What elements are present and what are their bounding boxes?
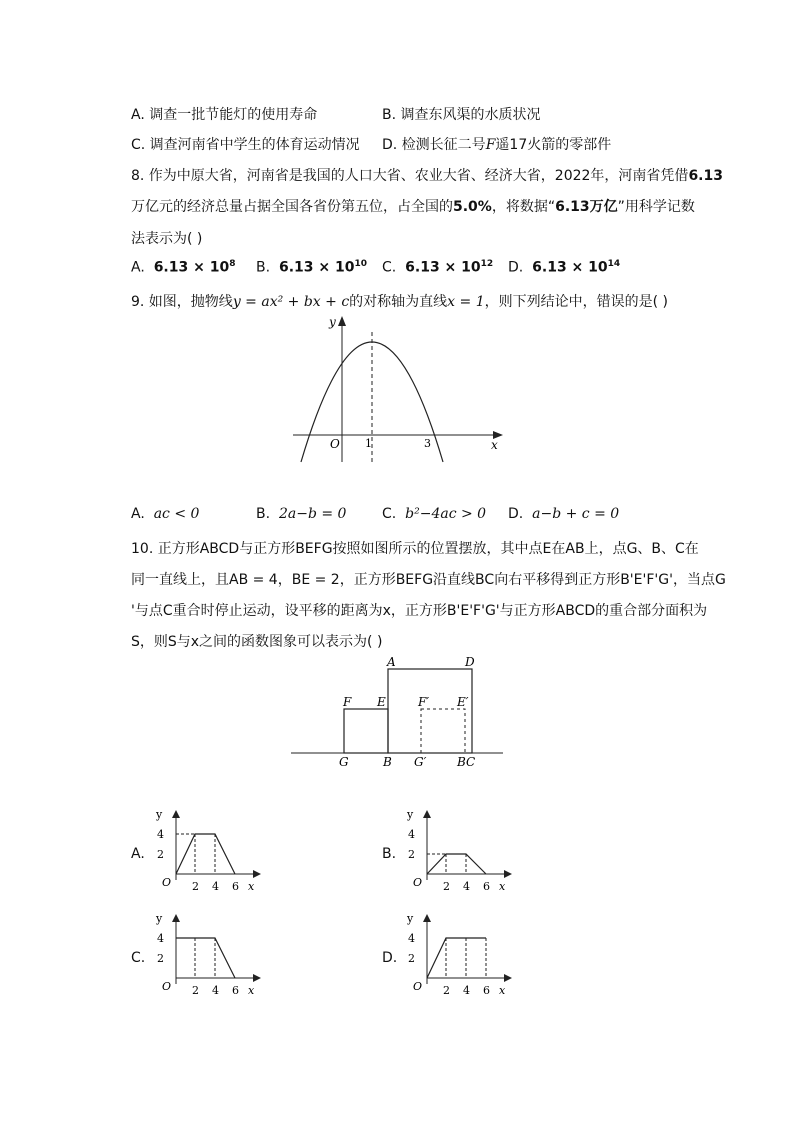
xb-tick-4: 4 [463,880,470,893]
graph-tick-1: 1 [365,437,372,450]
q9-option-a: A. ac < 0 [131,506,200,522]
xd-label: x [499,984,506,997]
yd-label: y [407,912,414,925]
xc-label: x [248,984,255,997]
q8-option-a: A. $6.13 \times 10^8$ [131,259,236,276]
q8-option-c: C. $6.13 \times 10^{12}$ [382,259,494,276]
xc-tick-4: 4 [212,984,219,997]
q10-line4: S，则S与x之间的函数图象可以表示为( ) [131,634,383,650]
ya-tick-2: 2 [157,848,164,861]
oc-label: O [162,980,172,993]
yd-tick-2: 2 [408,952,415,965]
q9-option-c: C. b²−4ac > 0 [382,506,487,522]
label-f: F [343,695,352,709]
q7-option-a: A. 调查一批节能灯的使用寿命 [131,107,318,123]
xa-tick-6: 6 [232,880,239,893]
xa-label: x [248,880,255,893]
graph-b-line [427,854,486,874]
xa-tick-2: 2 [192,880,199,893]
xb-label: x [499,880,506,893]
graph-c-line [176,938,235,978]
q7-option-d: D. 检测长征二号F遥17火箭的零部件 [382,137,612,153]
xd-tick-2: 2 [443,984,450,997]
q10-graph-c [150,908,265,1000]
q7-option-c: C. 调查河南省中学生的体育运动情况 [131,137,360,153]
ob-label: O [413,876,423,889]
xa-tick-4: 4 [212,880,219,893]
xd-tick-6: 6 [483,984,490,997]
q9-parabola-figure [285,312,515,472]
q10-option-b-label: B. [382,846,397,862]
yb-label: y [407,808,414,821]
xb-tick-2: 2 [443,880,450,893]
yb-tick-4: 4 [408,828,415,841]
square-translated [421,709,465,753]
q10-line3: '与点C重合时停止运动，设平移的距离为x，正方形B'E'F'G'与正方形ABCD的重合部分面积为 [131,603,708,619]
graph-d-line [427,938,486,978]
q10-option-c-label: C. [131,950,146,966]
graph-y-label: y [329,315,336,329]
xc-tick-6: 6 [232,984,239,997]
yb-tick-2: 2 [408,848,415,861]
q10-option-a-label: A. [131,846,145,862]
yc-tick-2: 2 [157,952,164,965]
label-g-prime: G′ [414,755,427,769]
q9-option-b: B. 2a−b = 0 [256,506,347,522]
ya-label: y [156,808,163,821]
label-bc: BC [457,755,476,769]
q10-graph-a [150,804,265,896]
q8-line3: 法表示为( ) [131,231,203,247]
q10-graph-d [401,908,516,1000]
q10-line1: 10. 正方形ABCD与正方形BEFG按照如图所示的位置摆放，其中点E在AB上，点G、B、C在 [131,541,699,557]
q7-option-b: B. 调查东风渠的水质状况 [382,107,541,123]
xd-tick-4: 4 [463,984,470,997]
yc-tick-4: 4 [157,932,164,945]
label-a: A [387,655,396,669]
od-label: O [413,980,423,993]
q8-line2: 万亿元的经济总量占据全国各省份第五位，占全国的5.0%，将数据“6.13万亿”用科学记数 [131,199,695,215]
label-b: B [383,755,392,769]
q8-line1: 8. 作为中原大省，河南省是我国的人口大省、农业大省、经济大省，2022年，河南省凭借6.13 [131,168,723,184]
q9-stem: 9. 如图，抛物线y = ax² + bx + c的对称轴为直线x = 1，则下列结论中，错误的是( ) [131,294,668,310]
yd-tick-4: 4 [408,932,415,945]
label-f-prime: F′ [418,695,430,709]
label-d: D [465,655,475,669]
graph-tick-3: 3 [424,437,431,450]
xb-tick-6: 6 [483,880,490,893]
label-e-prime: E′ [457,695,469,709]
label-g: G [339,755,349,769]
graph-a-line [176,834,235,874]
square-befg [344,709,388,753]
q10-squares-figure [285,652,515,774]
q9-option-d: D. a−b + c = 0 [508,506,620,522]
q10-option-d-label: D. [382,950,398,966]
q10-line2: 同一直线上，且AB = 4，BE = 2，正方形BEFG沿直线BC向右平移得到正方形B'E'F'G'，当点G [131,572,726,588]
xc-tick-2: 2 [192,984,199,997]
graph-x-label: x [491,438,498,452]
q8-option-d: D. $6.13 \times 10^{14}$ [508,259,621,276]
yc-label: y [156,912,163,925]
ya-tick-4: 4 [157,828,164,841]
graph-origin-label: O [330,437,340,451]
oa-label: O [162,876,172,889]
square-abcd [388,669,472,753]
q10-graph-b [401,804,516,896]
label-e: E [377,695,386,709]
q8-option-b: B. $6.13 \times 10^{10}$ [256,259,368,276]
